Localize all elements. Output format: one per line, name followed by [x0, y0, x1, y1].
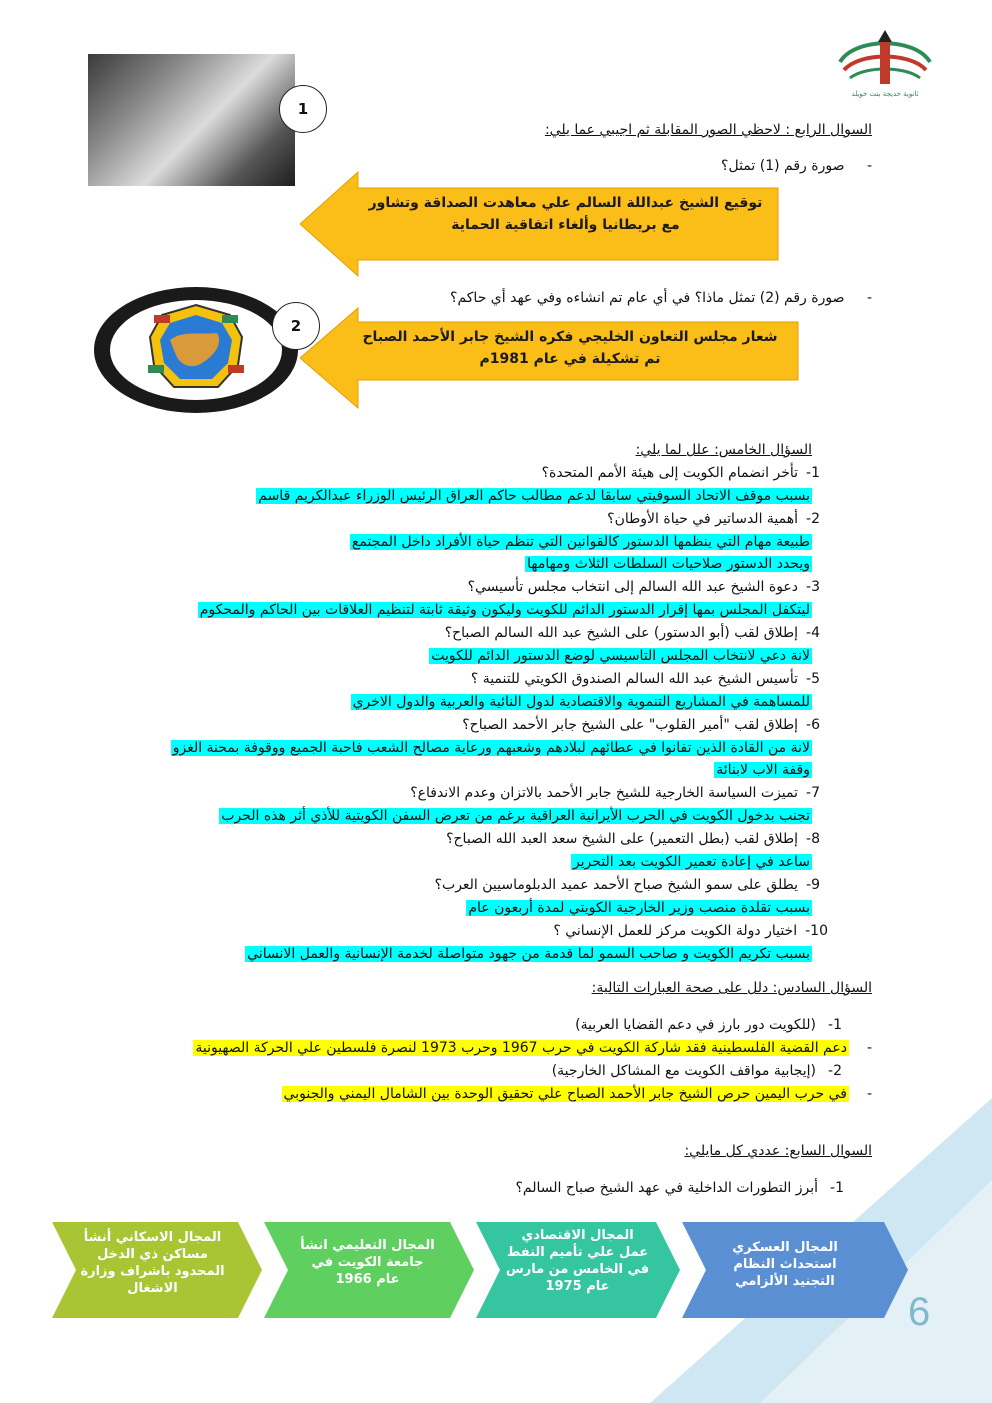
q6-item-2-statement [552, 1063, 842, 1079]
q5-item-3-answer [198, 602, 812, 618]
q5-item-5-question [471, 671, 820, 687]
question-text: اختيار دولة الكويت مركز للعمل الإنساني ؟ [553, 923, 798, 939]
answer-text: بسبب تكريم الكويت و صاحب السمو لما قدمة من جهود متواصلة لخدمة الإنسانية والعمل الانساني [247, 946, 810, 962]
item-number: 7- [806, 785, 820, 801]
q5-item-9-question [435, 877, 820, 893]
q5-item-2-question [607, 511, 820, 527]
answer-2-text: شعار مجلس التعاون الخليجي فكره الشيخ جابر الأحمد الصباح تم تشكيلة في عام 1981م [362, 329, 778, 367]
answer-text: دعم القضية الفلسطينية فقد شاركة الكويت في حرب 1967 وحرب 1973 لنصرة فلسطين علي الحركة الصهيونية [195, 1040, 847, 1056]
answer-text: وقفة الاب لابنائة [716, 762, 810, 778]
q5-item-6-question [462, 717, 820, 733]
q6-item-2-answer [282, 1086, 872, 1102]
chevron-1-text: المجال العسكري استحداث النظام التجنيد الألزامي [732, 1240, 838, 1289]
statement-text: (إيجابية مواقف الكويت مع المشاكل الخارجية) [551, 1063, 817, 1079]
sub-question-text: صورة رقم (1) تمثل؟ [721, 158, 845, 174]
question-5-title: السؤال الخامس: علل لما يلي: [635, 442, 812, 458]
bullet: - [866, 290, 872, 306]
picture-number-2: 2 [272, 302, 320, 350]
answer-text: للمساهمة في المشاريع التنموية والاقتصادية لدول النائية والعربية والدول الاخري [352, 694, 810, 710]
question-text: أهمية الدساتير في حياة الأوطان؟ [607, 511, 799, 527]
item-number: 2- [806, 511, 820, 527]
q5-item-1-answer [256, 488, 812, 504]
q5-item-7-answer [219, 808, 812, 824]
chevron-3-text: المجال التعليمي انشأ جامعة الكويت في عام 1966 [300, 1238, 435, 1287]
q5-item-8-answer [571, 854, 812, 870]
picture-number-1: 1 [279, 85, 327, 133]
item-number: 9- [806, 877, 820, 893]
q5-item-3-question [468, 579, 820, 595]
q5-item-10-question [553, 923, 828, 939]
q5-item-2-answer-b [525, 556, 812, 572]
question-text: تميزت السياسة الخارجية للشيخ جابر الأحمد بالاتزان وعدم الاندفاع؟ [410, 785, 799, 801]
item-number: 6- [806, 717, 820, 733]
item-number: 2- [828, 1063, 842, 1079]
answer-text: بسبب تقلدة منصب وزير الخارجية الكويتي لمدة أربعون عام [468, 900, 810, 916]
bullet: - [866, 158, 872, 174]
q5-item-10-answer [245, 946, 812, 962]
statement-text: (للكويت دور بارز في دعم القضايا العربية) [575, 1017, 817, 1033]
gcc-emblem-picture [92, 285, 300, 415]
question-7-title: السوال السابع: عددي كل مايلي: [684, 1143, 872, 1159]
item-number: 1- [830, 1180, 844, 1196]
q5-item-6-answer-a [171, 740, 812, 756]
q6-item-1-statement [575, 1017, 842, 1033]
photo-1-treaty-signing [88, 54, 295, 186]
answer-text: لانة دعي لانتخاب المجلس التاسيسي لوضع الدستور الدائم للكويت [431, 648, 810, 664]
svg-text:ثانوية خديجة بنت خويلد: ثانوية خديجة بنت خويلد [851, 90, 919, 98]
answer-text: بسبب موقف الاتحاد السوفيتي سابقا لدعم مطالب حاكم العراق الرئيس الوزراء عبدالكريم قاسم [258, 488, 810, 504]
bullet: - [866, 1040, 872, 1056]
question-text: إطلاق لقب (بطل التعمير) على الشيخ سعد العبد الله الصباح؟ [446, 831, 799, 847]
item-number: 4- [806, 625, 820, 641]
item-number: 1- [806, 465, 820, 481]
item-number: 5- [806, 671, 820, 687]
answer-text: طبيعة مهام التي ينظمها الدستور كالقوانين التي تنظم حياة الأفراد داخل المجتمع [351, 534, 810, 550]
answer-text: تجنب بدخول الكويت في الحرب الأيرانية العراقية برغم من تعرض السفن الكويتية للأذي أثر هذه الحرب [221, 808, 810, 824]
question-4-sub-2 [450, 290, 872, 306]
item-number: 10- [805, 923, 828, 939]
item-number: 1- [828, 1017, 842, 1033]
item-number: 3- [806, 579, 820, 595]
q5-item-6-answer-b [714, 762, 812, 778]
q5-item-8-question [446, 831, 820, 847]
answer-text: ويحدد الدستور صلاحيات السلطات الثلاث ومهامها [527, 556, 810, 572]
q6-item-1-answer [193, 1040, 872, 1056]
answer-text: لانة من القادة الذين تفانوا في عطائهم لبلادهم وشعبهم ورعاية مصالح الشعب فاحبة الجميع ووقوفة بمحنة الغزو [172, 740, 810, 756]
q5-item-5-answer [351, 694, 812, 710]
page-number: 6 [908, 1290, 931, 1334]
sub-question-text: أبرز التطورات الداخلية في عهد الشيخ صباح السالم؟ [515, 1180, 819, 1196]
question-text: يطلق على سمو الشيخ صباح الأحمد عميد الدبلوماسيين العرب؟ [434, 877, 799, 893]
q5-item-2-answer-a [350, 534, 812, 550]
school-logo [830, 22, 940, 102]
q7-sub-1 [515, 1180, 844, 1196]
chevron-2-text: المجال الاقتصادي عمل علي تأميم النفط في الخامس من مارس عام 1975 [505, 1228, 650, 1294]
q5-item-1-question [542, 465, 820, 481]
question-text: تأسيس الشيخ عبد الله السالم الصندوق الكويتي للتنمية ؟ [470, 671, 799, 687]
answer-text: ليتكفل المجلس بمها إقرار الدستور الدائم للكويت وليكون وثيقة ثابتة لتنظيم العلاقات بين الحاكم والمحكوم [199, 602, 810, 618]
chevron-4-text: المجال الاسكاني أنشأ مساكن ذي الدخل المحدود باشراف وزارة الاشغال [80, 1230, 225, 1296]
sub-question-text: صورة رقم (2) تمثل ماذا؟ في أي عام تم انشاءه وفي عهد أي حاكم؟ [450, 290, 845, 306]
question-text: تأخر انضمام الكويت إلى هيئة الأمم المتحدة؟ [541, 465, 799, 481]
question-4-title: السوال الرابع : لاحظي الصور المقابلة ثم اجيبي عما يلي: [544, 122, 872, 138]
item-number: 8- [806, 831, 820, 847]
answer-text: ساعد في إعادة تعمير الكويت بعد التحرير [572, 854, 810, 870]
question-text: إطلاق لقب "أمير القلوب" على الشيخ جابر الأحمد الصباح؟ [462, 717, 799, 733]
question-text: إطلاق لقب (أبو الدستور) على الشيخ عبد الله السالم الصباح؟ [444, 625, 799, 641]
q5-item-4-answer [429, 648, 812, 664]
q5-item-4-question [445, 625, 820, 641]
question-text: دعوة الشيخ عبد الله السالم إلى انتخاب مجلس تأسيسي؟ [467, 579, 799, 595]
question-6-title: السؤال السادس: دلل على صحة العبارات التالية: [591, 980, 872, 996]
answer-text: في حرب اليمين حرص الشيخ جابر الأحمد الصباح علي تحقيق الوحدة بين الشامال اليمني والجنوبي [283, 1086, 847, 1102]
q5-item-7-question [410, 785, 820, 801]
answer-1-text: توقيع الشيخ عبداللة السالم علي معاهدت الصداقة وتشاور مع بريطانيا وألغاء اتفاقية الحماية [368, 195, 763, 233]
bullet: - [866, 1086, 872, 1102]
q5-item-9-answer [466, 900, 812, 916]
